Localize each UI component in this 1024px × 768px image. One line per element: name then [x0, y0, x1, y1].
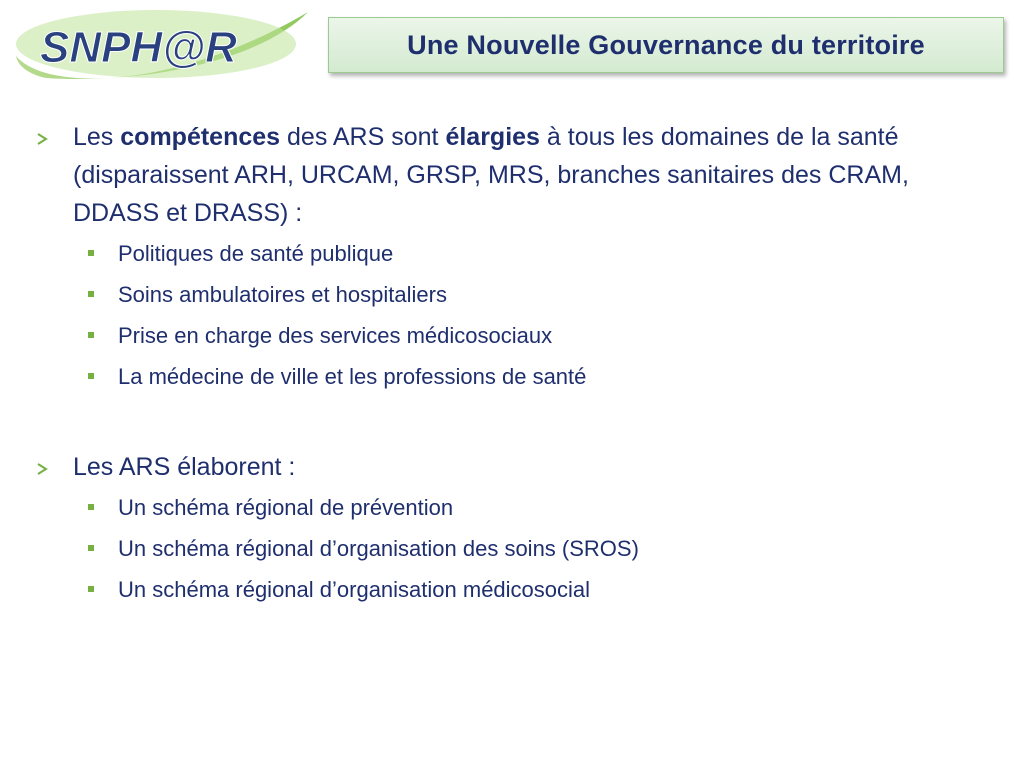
sub-item	[118, 575, 978, 605]
sub-item	[118, 239, 978, 269]
square-bullet-icon	[88, 373, 94, 379]
sub-item-text: Soins ambulatoires et hospitaliers	[118, 282, 447, 307]
bullet-text-part: à tous les domaines de la santé (disparaissent ARH, URCAM, GRSP, MRS, branches sanitaires des CRAM, DDASS et DRASS) :	[73, 123, 909, 227]
page-title: Une Nouvelle Gouvernance du territoire	[407, 29, 925, 60]
square-bullet-icon	[88, 250, 94, 256]
title-box	[328, 17, 1004, 73]
square-bullet-icon	[88, 545, 94, 551]
sub-item	[118, 534, 978, 564]
sub-item-text: Prise en charge des services médicosociaux	[118, 323, 553, 348]
square-bullet-icon	[88, 291, 94, 297]
sub-item	[118, 493, 978, 523]
sub-item	[118, 362, 978, 392]
square-bullet-icon	[88, 586, 94, 592]
sub-item	[118, 280, 978, 310]
bullet-ars-elaborent	[73, 448, 983, 486]
snphar-logo	[6, 4, 316, 92]
logo-text: SNPH@R	[40, 23, 237, 72]
arrow-bullet-icon	[36, 133, 48, 145]
sub-item-text: Politiques de santé publique	[118, 241, 394, 266]
square-bullet-icon	[88, 332, 94, 338]
sub-item-text: La médecine de ville et les professions de santé	[118, 364, 587, 389]
sub-item-text: Un schéma régional d’organisation des soins (SROS)	[118, 536, 639, 561]
bullet-bold-elargies: élargies	[445, 123, 540, 151]
bullet-text: Les ARS élaborent :	[73, 453, 296, 481]
bullet-competences	[73, 118, 983, 232]
logo-graphic	[6, 4, 316, 92]
bullet-bold-competences: compétences	[120, 123, 281, 151]
sub-item	[118, 321, 978, 351]
square-bullet-icon	[88, 504, 94, 510]
sub-item-text: Un schéma régional d’organisation médicosocial	[118, 577, 591, 602]
bullet-text-part: des ARS sont	[280, 123, 446, 151]
arrow-bullet-icon	[36, 463, 48, 475]
sub-item-text: Un schéma régional de prévention	[118, 495, 454, 520]
bullet-text-part: Les	[73, 123, 121, 151]
